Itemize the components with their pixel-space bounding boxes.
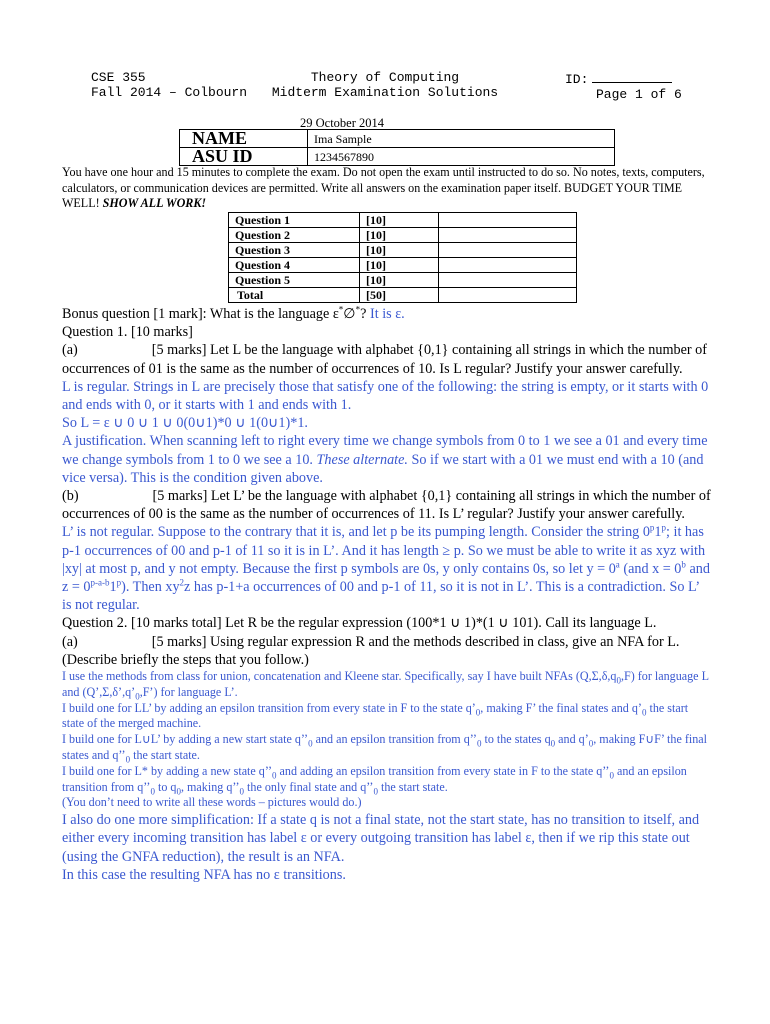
score-marks: [10] <box>360 228 439 243</box>
q2a-s2c: the start state of the merged machine. <box>62 700 689 731</box>
q1b-question <box>62 487 712 523</box>
q2a-answer-4: I build one for L* by adding a new state $q’’_0$ and adding an epsilon transition from every state in F to the state $q’’_0$ and an epsilon transition from $q’’_0$ to $q_0$, making $q’’_0$ the only final state and $q’’_0$ the start state. <box>62 763 687 797</box>
q2a-s4f: the only final state and q’’ <box>244 779 374 794</box>
q1b-answer-6: z has p-1+a occurrences of 00 and p-1 of 11, so it is not in L’. This is a contradiction. So L’ is not regular. <box>62 579 700 614</box>
q2a-answer-3: I build one for L∪L’ by adding a new start state $q’’_0$ and an epsilon transition from $q’’_0$ to the states $q_0$ and $q’_0$, making F∪F’ the final states and $q’’_0$ the start state. <box>62 732 707 765</box>
bonus-star-1: * <box>338 304 344 315</box>
q2a-s1: I use the methods from class for union, concatenation and Kleene star. Specifically, say I have built NFAs (Q,Σ,δ,q <box>62 669 617 684</box>
course-term: Fall 2014 – Colbourn <box>91 85 248 100</box>
exam-title-block <box>270 70 500 100</box>
score-blank <box>439 228 577 243</box>
q2a-label: (a) <box>62 633 78 650</box>
id-blank-line <box>592 70 672 83</box>
q1a-answer-1: L is regular. Strings in L are precisely those that satisfy one of the following: the string is empty, or it starts with 0 and ends with 0, or it starts with 1 and ends with 1. <box>62 378 709 414</box>
score-row <box>229 273 577 288</box>
instructions <box>62 165 712 212</box>
score-marks: [50] <box>360 288 439 303</box>
q1b-answer: L’ is not regular. Suppose to the contrary that it is, and let p be its pumping length. Consider the string 0$^p$1$^p$; it has p-1 occurrences of 00 and p-1 of 11 so it is in L’. And it has length ≥ p. So we must be able to write it as xyz with |xy| at most p, and y not empty. Because the first p symbols are 0s, y only contains 0s, so let $y = 0^a$ (and $x = 0^b$ and $z = 0^{p-a-b}1^p$). Then $xy^2z$ has p-1+a occurrences of 00 and p-1 of 11, so it is not in L’. This is a contradiction. So L’ is not regular. <box>62 522 710 614</box>
q2a-s4c: and an epsilon transition from q’’ <box>62 763 687 794</box>
exam-subtitle: Midterm Examination Solutions <box>271 85 499 100</box>
q2a-s3: I build one for L∪L’ by adding a new start state q’’ <box>62 732 309 747</box>
score-question-label: Total <box>229 288 360 303</box>
q2a-answer-5: (You don’t need to write all these words – pictures would do.) <box>62 795 362 810</box>
q2a-s2: I build one for LL’ by adding an epsilon transition from every state in F to the state q’ <box>62 700 476 715</box>
q1a-answer-3b: These alternate. <box>316 451 408 468</box>
q1b-answer-3: (and x = 0 <box>619 560 682 577</box>
score-blank <box>439 213 577 228</box>
q1a-label: (a) <box>62 342 78 359</box>
q2a-text: [5 marks] Using regular expression R and the methods described in class, give an NFA for L. (Describe briefly the steps that you follow.) <box>62 633 680 668</box>
score-blank <box>439 288 577 303</box>
q1b-label: (b) <box>62 488 79 505</box>
score-question-label: Question 1 <box>229 213 360 228</box>
score-question-label: Question 4 <box>229 258 360 273</box>
q2a-s3b: and an epsilon transition from q’’ <box>312 732 477 747</box>
q2a-s4e: , making q’’ <box>180 779 240 794</box>
q2a-s3d: and q’ <box>555 732 589 747</box>
exam-date: 29 October 2014 <box>300 116 385 130</box>
bonus-question <box>62 305 712 323</box>
course-header <box>91 70 247 100</box>
score-marks: [10] <box>360 258 439 273</box>
q2a-answer-7: In this case the resulting NFA has no ε transitions. <box>62 866 346 883</box>
score-marks: [10] <box>360 273 439 288</box>
score-table <box>228 212 577 303</box>
score-question-label: Question 2 <box>229 228 360 243</box>
score-question-label: Question 5 <box>229 273 360 288</box>
score-row <box>229 213 577 228</box>
q2a-s4b: and adding an epsilon transition from every state in F to the state q’’ <box>276 763 610 778</box>
score-marks: [10] <box>360 213 439 228</box>
q2a-s3c: to the states q <box>481 732 551 747</box>
bonus-question-end: ? <box>360 306 367 322</box>
name-label: NAME <box>180 130 308 148</box>
q2a-answer-1: I use the methods from class for union, concatenation and Kleene star. Specifically, say I have built NFAs $(Q,\Sigma,\delta,q_0,F)$ for language L and $(Q’,\Sigma,\delta’,q’_0,F’)$ for language L’. <box>62 669 709 702</box>
q1b-answer-1: L’ is not regular. Suppose to the contrary that it is, and let p be its pumping length. Consider the string <box>62 524 640 541</box>
bonus-question-text: Bonus question [1 mark]: What is the language ε <box>62 306 339 322</box>
q2a-s3f: the start state. <box>130 748 200 763</box>
q2a-s1b: ,F) for language L and (Q’,Σ,δ’,q’ <box>62 669 709 699</box>
identity-table <box>179 129 615 166</box>
id-label: ID: <box>565 72 589 87</box>
bonus-star-2: * <box>355 304 361 315</box>
score-blank <box>439 243 577 258</box>
score-row <box>229 288 577 303</box>
q1a-answer-3a: A justification. When scanning left to right every time we change symbols from 0 to 1 we see a 01 and every time we change symbols from 1 to 0 we see a 10. <box>62 433 708 468</box>
exam-title: Theory of Computing <box>310 70 460 85</box>
score-row <box>229 258 577 273</box>
name-value: Ima Sample <box>308 130 615 148</box>
course-code: CSE 355 <box>91 70 146 85</box>
q1a-answer-2: So L = ε ∪ 0 ∪ 1 ∪ 0(0∪1)*0 ∪ 1(0∪1)*1. <box>62 415 308 432</box>
score-blank <box>439 273 577 288</box>
q2a-s4g: the start state. <box>377 779 448 794</box>
q1b-answer-2: ; it has p-1 occurrences of 00 and p-1 of 11 so it is in L’. And it has length ≥ p. So we must be able to write it as xyz with |xy| at most p, and y not empty. Because the first p symbols are 0s, y only contains 0s, so let y = 0 <box>62 524 706 577</box>
bonus-emptyset: ∅ <box>343 306 356 322</box>
q1b-text: [5 marks] Let L’ be the language with alphabet {0,1} containing all strings in which the number of occurrences of 00 is the same as the number of occurrences of 11. Is L’ regular? Justify your answer carefully. <box>62 488 711 523</box>
asuid-label: ASU ID <box>180 148 308 166</box>
q1a-answer-3 <box>62 432 712 487</box>
score-row <box>229 243 577 258</box>
exam-body <box>62 305 712 884</box>
q2a-s2b: , making F’ the final states and q’ <box>480 700 642 715</box>
instructions-text: You have one hour and 15 minutes to complete the exam. Do not open the exam until instructed to do so. No notes, texts, computers, calculators, or communication devices are permitted. Write all answers on the examination paper itself. BUDGET YOUR TIME WELL! <box>62 165 705 210</box>
q1b-answer-5: ). Then xy <box>121 579 180 596</box>
instructions-emphasis: SHOW ALL WORK! <box>102 196 207 210</box>
q2a-s1c: ,F’) for language L’. <box>139 684 238 699</box>
q2a-s4d: to q <box>154 779 177 794</box>
q2a-s4: I build one for L* by adding a new state q’’ <box>62 763 273 778</box>
q2a-s3e: , making F∪F’ the final states and q’’ <box>62 732 707 763</box>
q2a-answer-2: I build one for LL’ by adding an epsilon transition from every state in F to the state $q’_0$, making F’ the final states and $q’_0$ the start state of the merged machine. <box>62 700 689 731</box>
q1b-answer-4: and z = 0 <box>62 560 710 596</box>
score-blank <box>439 258 577 273</box>
q2a-question <box>62 633 712 669</box>
bonus-answer: It is ε. <box>366 306 405 322</box>
asuid-value: 1234567890 <box>308 148 615 166</box>
score-question-label: Question 3 <box>229 243 360 258</box>
q1a-text: [5 marks] Let L be the language with alphabet {0,1} containing all strings in which the number of occurrences of 01 is the same as the number of occurrences of 10. Is L regular? Justify your answer carefully. <box>62 342 707 377</box>
page-number: Page 1 of 6 <box>596 87 682 102</box>
id-page-block <box>565 70 685 102</box>
q2a-answer-6: I also do one more simplification: If a state q is not a final state, not the start state, has no transition to itself, and either every incoming transition has label ε or every outgoing transition has label ε, then if we rip this state out (using the GNFA reduction), the result is an NFA. <box>62 812 700 865</box>
q1-heading: Question 1. [10 marks] <box>62 324 193 341</box>
score-marks: [10] <box>360 243 439 258</box>
score-row <box>229 228 577 243</box>
q1a-answer-3c: So if we start with a 01 we must end with a 10 (and vice versa). This is the condition given above. <box>62 451 704 486</box>
q1a-question <box>62 341 712 377</box>
q2-heading: Question 2. [10 marks total] Let R be the regular expression (100*1 ∪ 1)*(1 ∪ 101). Call its language L. <box>62 615 657 632</box>
